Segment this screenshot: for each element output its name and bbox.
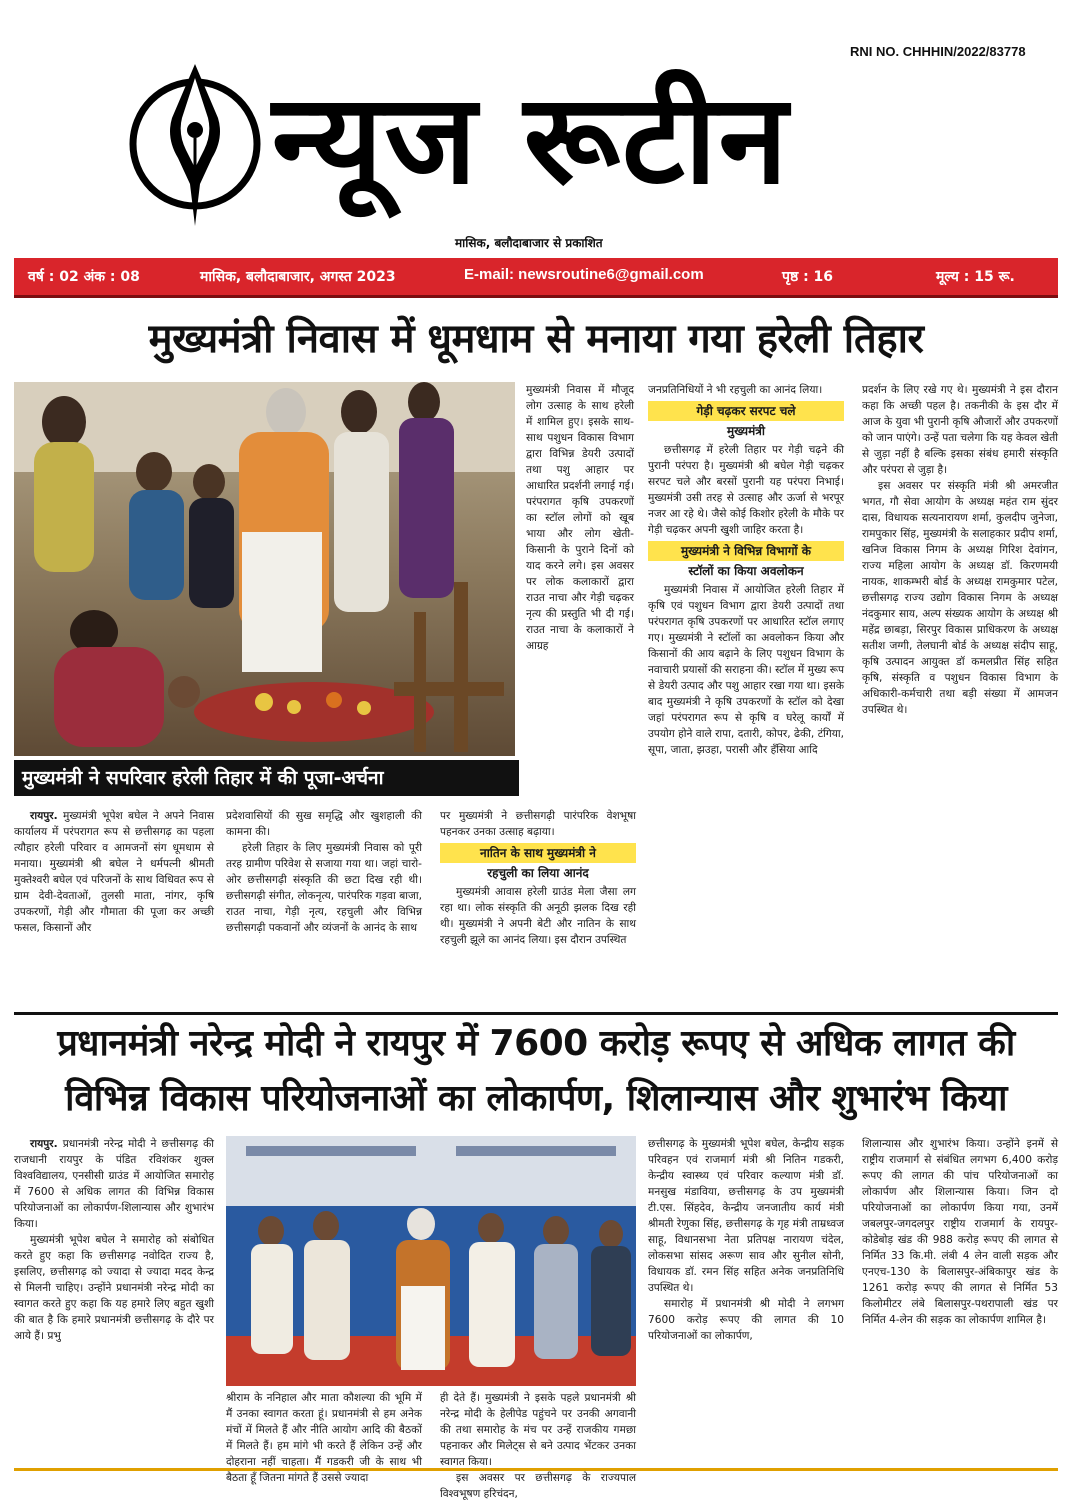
story2-col3-para1: ही देते हैं। मुख्यमंत्री ने इसके पहले प्रधानमंत्री श्री नरेन्द्र मोदी के हेलीपेड पहुंचने पर उनकी अगवानी की तथा समारोह के मंच पर उन्हें राजकीय गमछा पहनाकर और मिलेट्स से बने उत्पाद भेंटकर उनका स्वागत किया। (440, 1392, 636, 1468)
story2-headline-line2: विभिन्न विकास परियोजनाओं का लोकार्पण, शिलान्यास और शुभारंभ किया (65, 1078, 1007, 1119)
story2-column-2 (226, 1390, 422, 1484)
page-bottom-rule (14, 1468, 1058, 1471)
story1-col5-para1: प्रदर्शन के लिए रखे गए थे। मुख्यमंत्री ने इस दौरान कहा कि अच्छी पहल है। तकनीकी के इस दौर में आज के युवा भी पुरानी कृषि औजारों और उपकरणों को जान पाएंगे। उन्हें पता चलेगा कि यह केवल खेती से जुड़ा नहीं है बल्कि इसका संबंध हमारी संस्कृति और परंपरा से जुड़ा है। (862, 384, 1058, 476)
edition-date: मासिक, बलौदाबाजार, अगस्त 2023 (200, 269, 396, 285)
story2-col2-para: श्रीराम के ननिहाल और माता कौशल्या की भूमि में मैं उनका स्वागत करता हूं। प्रधानमंत्री से हम अनेक मंचों में मिलते हैं और नीति आयोग आदि की बैठकों में मिलते हैं। हम मांगे भी करते हैं लेकिन उन्हें और दोहराना नहीं चाहता। मैं गडकरी जी के साथ भी बैठता हूँ जितना मांगते हैं उससे ज्यादा (226, 1392, 422, 1484)
story1-col3-para3: मुख्यमंत्री आवास हरेली ग्राउंड मेला जैसा लग रहा था। लोक संस्कृति की अनूठी झलक दिख रही थी। मुख्यमंत्री ने अपनी बेटी और नातिन के साथ रहचुली झूले का आनंद लिया। इस दौरान उपस्थित (440, 886, 636, 946)
dateline: रायपुर. (30, 810, 58, 822)
story1-col3-para1: मुख्यमंत्री निवास में मौजूद लोग उत्साह के साथ हरेली में शामिल हुए। इसके साथ-साथ पशुधन विकास विभाग द्वारा विभिन्न डेयरी उत्पादों तथा पशु आहार पर आधारित प्रदर्शनी लगाई गई। परंपरागत कृषि उपकरणों का स्टॉल लोगों को खूब भाया और लोग खेती-किसानी के पुराने दिनों को याद करने लगे। इस अवसर पर लोक कलाकारों द्वारा राउत नाचा और गेड़ी चढ़कर नृत्य की प्रस्तुति भी दी गई। राउत नाचा के कलाकारों ने आग्रह (526, 384, 634, 652)
story2-col4-para2: समारोह में प्रधानमंत्री श्री मोदी ने लगभग 7600 करोड़ रूपए की लागत की 10 परियोजनाओं का लोकार्पण, (648, 1298, 844, 1342)
story-divider (14, 1012, 1058, 1015)
volume-issue: वर्ष : 02 अंक : 08 (28, 269, 140, 285)
newspaper-title: न्यूज रूटीन (272, 68, 790, 212)
story1-col2-para1: प्रदेशवासियों की सुख समृद्धि और खुशहाली की कामना की। (226, 810, 422, 838)
story2-col1-para1: प्रधानमंत्री नरेन्द्र मोदी ने छत्तीसगढ़ की राजधानी रायपुर के पंडित रविशंकर शुक्ल विश्वविद्यालय, एनसीसी ग्राउंड में आयोजित समारोह में 7600 से अधिक लागत की विभिन्न विकास परियोजनाओं का लोकार्पण-शिलान्यास और शुभारंभ किया। (14, 1138, 215, 1230)
story2-column-4 (648, 1136, 844, 1466)
story2-col4-para1: छत्तीसगढ़ के मुख्यमंत्री भूपेश बघेल, केन्द्रीय सड़क परिवहन एवं राजमार्ग मंत्री श्री नितिन गडकरी, केन्द्रीय स्वास्थ्य एवं परिवार कल्याण मंत्री डॉ. मनसुख मंडाविया, छत्तीसगढ़ के उप मुख्यमंत्री टी.एस. सिंहदेव, केन्द्रीय जनजातीय कार्य मंत्री श्रीमती रेणुका सिंह, छत्तीसगढ़ के गृह मंत्री ताम्रध्वज साहू, विधानसभा नेता प्रतिपक्ष नारायण चंदेल, लोकसभा सांसद अरूण साव और सुनील सोनी, विधायक डॉ. रमन सिंह सहित अनेक जनप्रतिनिधि उपस्थित थे। (648, 1138, 844, 1294)
photo-caption: मुख्यमंत्री ने सपरिवार हरेली तिहार में की पूजा-अर्चना (14, 760, 519, 796)
subhead-gedi: गेड़ी चढ़कर सरपट चले (648, 401, 844, 421)
bar-shadow (14, 295, 1058, 298)
story1-headline: मुख्यमंत्री निवास में धूमधाम से मनाया गया हरेली तिहार (148, 316, 924, 362)
story2-headline-line1: प्रधानमंत्री नरेन्द्र मोदी ने रायपुर में 7600 करोड़ रूपए से अधिक लागत की (57, 1023, 1015, 1064)
story2-column-1 (14, 1136, 214, 1466)
story2-col3-para2: इस अवसर पर छत्तीसगढ़ के राज्यपाल विश्वभूषण हरिचंदन, (440, 1472, 636, 1500)
subhead-stalls: मुख्यमंत्री ने विभिन्न विभागों के (648, 541, 844, 561)
issue-info-bar (14, 258, 1058, 295)
story1-column-4 (648, 382, 844, 1006)
story1-col4-para3: मुख्यमंत्री निवास में आयोजित हरेली तिहार में कृषि एवं पशुधन विभाग द्वारा डेयरी उत्पादों तथा परंपरागत कृषि उपकरणों पर आधारित स्टॉल लगाए गए। मुख्यमंत्री ने स्टॉलों का अवलोकन किया और किसानों की आय बढ़ाने के लिए पशुधन विभाग के नवाचारी प्रयासों की सराहना की। स्टॉल में मुख्य रूप से डेयरी उत्पाद और पशु आहार रखा गया था। इसके बाद मुख्यमंत्री ने कृषि उपकरणों के स्टॉल को देखा जहां परंपरागत रूप से कृषि व घरेलू कार्यों में उपयोग होने वाले रापा, दतारी, कोपर, ढेकी, टंगिया, सूपा, जाता, झउहा, परासी और हँसिया आदि (648, 584, 844, 756)
pm-event-photo (226, 1136, 636, 1386)
subhead-nitin: नातिन के साथ मुख्यमंत्री ने (440, 843, 636, 863)
contact-email: E-mail: newsroutine6@gmail.com (464, 266, 704, 283)
subhead-gedi-line2: मुख्यमंत्री (726, 424, 766, 438)
story1-col3-para2: पर मुख्यमंत्री ने छत्तीसगढ़ी पारंपरिक वेशभूषा पहनकर उनका उत्साह बढ़ाया। (440, 810, 636, 838)
harelie-puja-photo (14, 382, 515, 756)
dateline-2: रायपुर. (30, 1138, 58, 1150)
subhead-stalls-line2: स्टॉलों का किया अवलोकन (688, 564, 804, 578)
story2-column-3 (440, 1390, 636, 1500)
story1-col5-para2: इस अवसर पर संस्कृति मंत्री श्री अमरजीत भगत, गौ सेवा आयोग के अध्यक्ष महंत राम सुंदर दास, विधायक सत्यनारायण शर्मा, कुलदीप जुनेजा, रामपुकार सिंह, मुख्यमंत्री के सलाहकार प्रदीप शर्मा, खनिज विकास निगम के अध्यक्ष गिरिश देवांगन, राज्य महिला आयोग के अध्यक्ष डॉ. किरणमयी नायक, शाकम्भरी बोर्ड के अध्यक्ष रामकुमार पटेल, छत्तीसगढ़ राज्य उद्योग विकास निगम के अध्यक्ष नंदकुमार साय, अल्प संख्यक आयोग के अध्यक्ष श्री महेंद्र छाबड़ा, सिरपुर विकास प्राधिकरण के अध्यक्ष सतीश जग्गी, तेलघानी बोर्ड के अध्यक्ष संदीप साहू, कृषि उत्पादन आयुक्त डॉ कमलप्रीत सिंह सहित कृषि, संस्कृति व पशुधन विकास विभाग के अधिकारी-कर्मचारी तथा बड़ी संख्या में आमजन उपस्थित थे। (862, 480, 1058, 716)
story1-col4-para2: छत्तीसगढ़ में हरेली तिहार पर गेड़ी चढ़ने की पुरानी परंपरा है। मुख्यमंत्री श्री बघेल गेड़ी चढ़कर सरपट चले और बरसों पुरानी यह परंपरा निभाई। मुख्यमंत्री उसी तरह से उत्साह और ऊर्जा से भरपूर नजर आ रहे थे। जैसे कोई किशोर हरेली के मौके पर गेड़ी चढ़कर अपनी खुशी जाहिर करता है। (648, 444, 844, 536)
rni-number: RNI NO. CHHHIN/2022/83778 (850, 44, 1026, 59)
story1-column-3-top (526, 382, 634, 806)
story1-lead: मुख्यमंत्री भूपेश बघेल ने अपने निवास कार्यालय में परंपरागत रूप से छत्तीसगढ़ का पहला त्यौहार हरेली परिवार व आमजनों संग धूमधाम से मनाया। मुख्यमंत्री श्री बघेल ने धर्मपत्नी श्रीमती मुक्तेश्वरी बघेल एवं परिजनों के साथ विधिवत रूप से ग्राम देवी-देवताओं, तुलसी माता, नांगर, कृषि उपकरणों, गेड़ी और गौमाता की पूजा कर अच्छी फसल, किसानों और (14, 810, 214, 934)
story2-col1-para2: मुख्यमंत्री भूपेश बघेल ने समारोह को संबोधित करते हुए कहा कि छत्तीसगढ़ नवोदित राज्य है, इसलिए, छत्तीसगढ़ को ज्यादा से ज्यादा मदद केन्द्र से मिलनी चाहिए। उन्होंने प्रधानमंत्री नरेन्द्र मोदी का स्वागत करते हुए कहा कि यह हमारे लिए बहुत खुशी की बात है कि हमारे प्रधानमंत्री छत्तीसगढ़ के दौरे पर आये हैं। प्रभु (14, 1234, 214, 1342)
subhead-nitin-line2: रहचुली का लिया आनंद (487, 866, 589, 880)
page-count: पृष्ठ : 16 (782, 269, 834, 285)
newspaper-subtitle: मासिक, बलौदाबाजार से प्रकाशित (455, 236, 603, 250)
story2-column-5 (862, 1136, 1058, 1466)
story1-column-2 (226, 808, 422, 1006)
story1-col2-para2: हरेली तिहार के लिए मुख्यमंत्री निवास को पूरी तरह ग्रामीण परिवेश से सजाया गया था। जहां चारो-ओर छत्तीसगढ़ी संस्कृति की छटा दिख रही थी। छत्तीसगढ़ी संगीत, लोकनृत्य, पारंपरिक गड़वा बाजा, राउत नाचा, गेड़ी नृत्य, रहचुली और विभिन्न छत्तीसगढ़ी पकवानों और व्यंजनों के आनंद के साथ (226, 842, 422, 934)
story1-column-5 (862, 382, 1058, 1006)
story1-column-3-bottom (440, 808, 636, 1006)
story1-column-1 (14, 808, 214, 1006)
issue-price: मूल्य : 15 रू. (936, 269, 1015, 285)
pen-nib-logo-icon (120, 58, 270, 230)
story2-col5-para: शिलान्यास और शुभारंभ किया। उन्होंने इनमें से राष्ट्रीय राजमार्ग से संबंधित लगभग 6,400 करोड़ रूपए की लागत की पांच परियोजनाओं का लोकार्पण और शिलान्यास किया। जिन दो परियोजनाओं का लोकार्पण किया गया, उनमें जबलपुर-जगदलपुर राष्ट्रीय राजमार्ग के रायपुर-कोडेबोड़ खंड की 988 करोड़ रूपए की लागत से निर्मित 33 कि.मी. लंबी 4 लेन वाली सड़क और एनएच-130 के बिलासपुर-अंबिकापुर खंड के 1261 करोड़ रूपए की लागत से निर्मित 53 किलोमीटर लंबे बिलासपुर-पथरापाली खंड पर निर्मित 4-लेन की सड़क का लोकार्पण शामिल है। (862, 1138, 1058, 1326)
story1-col4-para1: जनप्रतिनिधियों ने भी रहचुली का आनंद लिया। (648, 384, 823, 396)
